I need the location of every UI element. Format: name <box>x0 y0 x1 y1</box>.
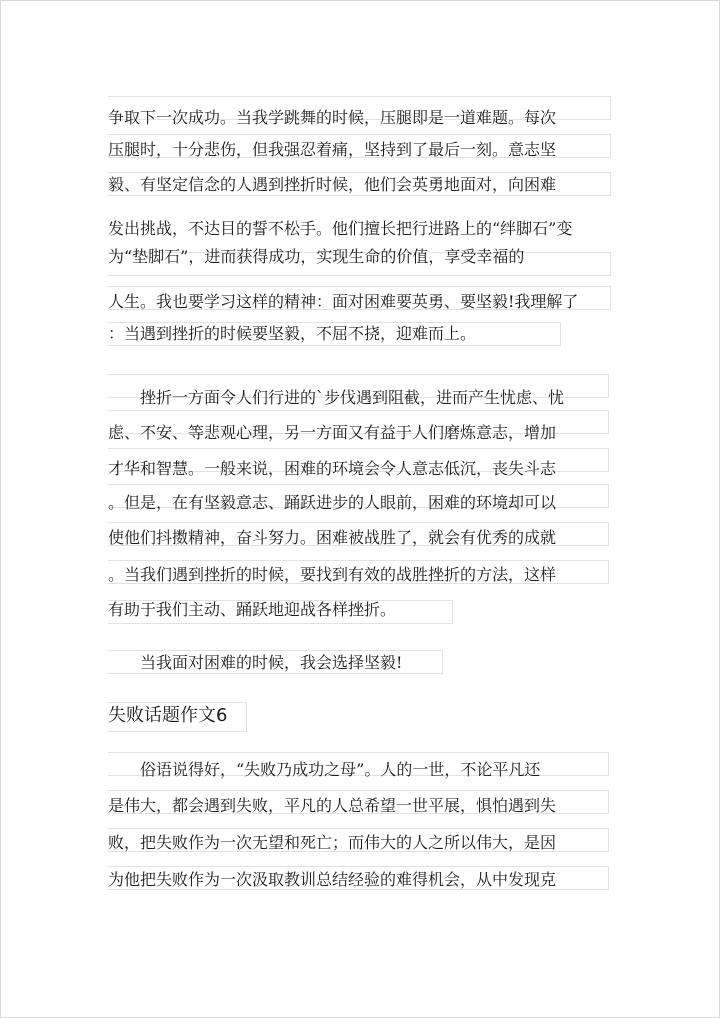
paragraph-line: 是伟大，都会遇到失败，平凡的人总希望一世平展，惧怕遇到失 <box>108 796 557 815</box>
paragraph-line: 挫折一方面令人们行进的`步伐遇到阻截，进而产生忧虑、忧 <box>108 388 565 407</box>
paragraph-line: 发出挑战，不达目的誓不松手。他们擅长把行进路上的“绊脚石”变 <box>108 219 573 238</box>
section-heading: 失败话题作文6 <box>108 705 228 726</box>
paragraph-line: 争取下一次成功。当我学跳舞的时候，压腿即是一道难题。每次 <box>108 108 557 127</box>
paragraph-line: ：当遇到挫折的时候要坚毅，不屈不挠，迎难而上。 <box>108 324 477 343</box>
paragraph-line: 虑、不安、等悲观心理，另一方面又有益于人们磨炼意志，增加 <box>108 423 557 442</box>
paragraph-line: 。当我们遇到挫折的时候，要找到有效的战胜挫折的方法，这样 <box>108 565 557 584</box>
paragraph-line: 败，把失败作为一次无望和死亡；而伟大的人之所以伟大，是因 <box>108 833 557 852</box>
paragraph-line: 为他把失败作为一次汲取教训总结经验的难得机会，从中发现克 <box>108 870 557 889</box>
paragraph-line: 才华和智慧。一般来说，困难的环境会令人意志低沉，丧失斗志 <box>108 459 557 478</box>
paragraph-line: 毅、有坚定信念的人遇到挫折时候，他们会英勇地面对，向困难 <box>108 175 557 194</box>
paragraph-line: 当我面对困难的时候，我会选择坚毅! <box>108 653 403 672</box>
paragraph-line: 俗语说得好，“失败乃成功之母”。人的一世，不论平凡还 <box>108 760 541 779</box>
paragraph-line: 人生。我也要学习这样的精神：面对困难要英勇、要坚毅!我理解了 <box>108 292 579 311</box>
paragraph-line: 有助于我们主动、踊跃地迎战各样挫折。 <box>108 600 397 619</box>
paragraph-line: 为“垫脚石”，进而获得成功，实现生命的价值，享受幸福的 <box>108 247 525 266</box>
paragraph-line: 使他们抖擞精神，奋斗努力。困难被战胜了，就会有优秀的成就 <box>108 528 557 547</box>
paragraph-line: 压腿时，十分悲伤，但我强忍着痛，坚持到了最后一刻。意志坚 <box>108 140 557 159</box>
paragraph-line: 。但是，在有坚毅意志、踊跃进步的人眼前，困难的环境却可以 <box>108 493 557 512</box>
